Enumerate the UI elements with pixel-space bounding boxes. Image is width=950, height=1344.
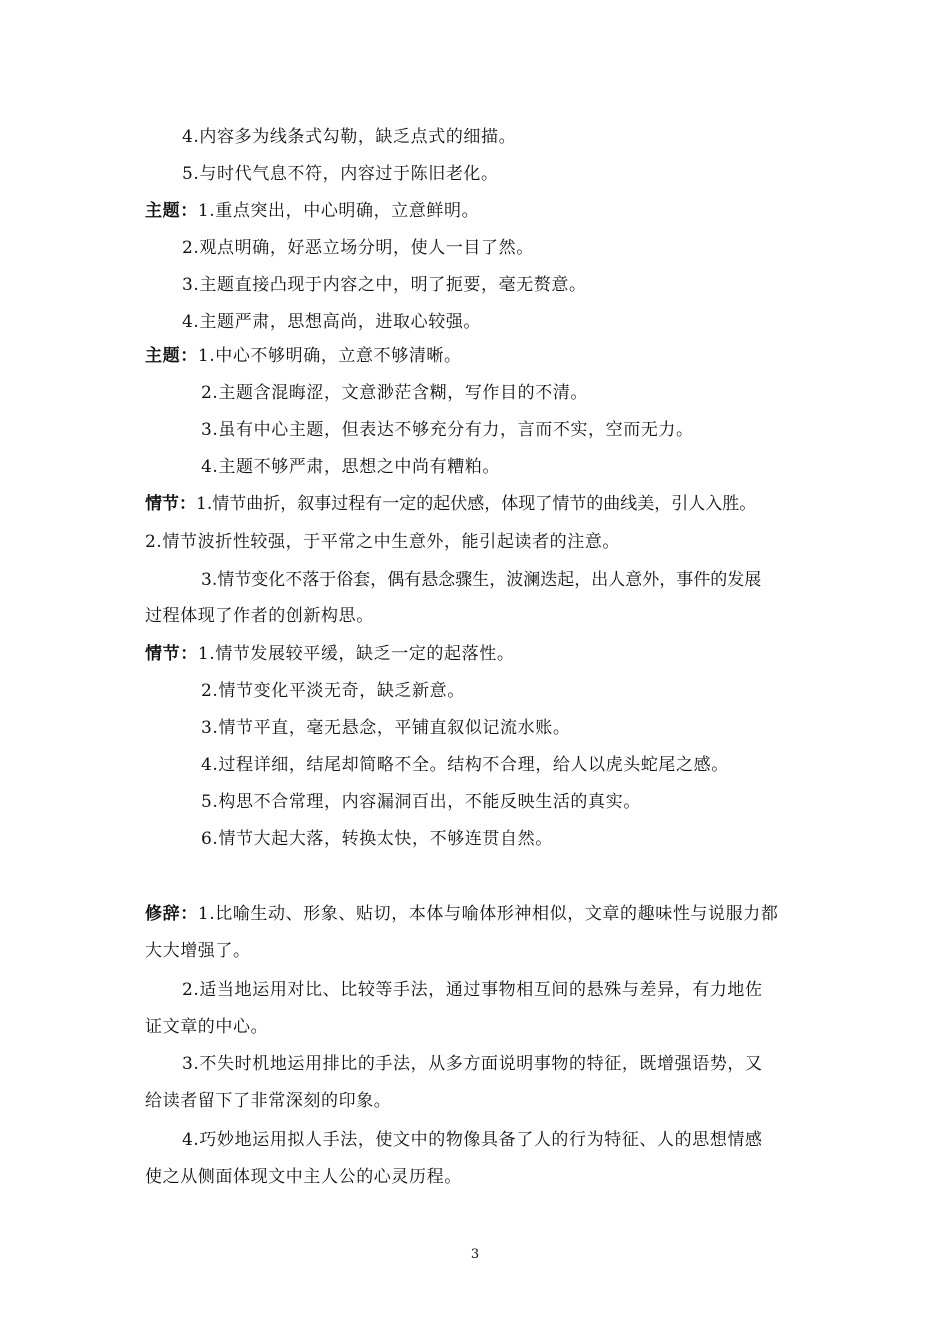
- section-heading: 情节：: [145, 494, 196, 514]
- text-line: 3.不失时机地运用排比的手法，从多方面说明事物的特征，既增强语势，又: [182, 1054, 763, 1074]
- text-line: 4.内容多为线条式勾勒，缺乏点式的细描。: [182, 127, 517, 147]
- text-line: 4.过程详细，结尾却简略不全。结构不合理，给人以虎头蛇尾之感。: [201, 755, 729, 775]
- section-heading: 修辞：: [145, 904, 198, 924]
- text-line: 1.情节曲折，叙事过程有一定的起伏感，体现了情节的曲线美，引人入胜。: [196, 494, 757, 514]
- text-line: 2.观点明确，好恶立场分明，使人一目了然。: [182, 238, 534, 258]
- text-line: 4.主题严肃，思想高尚，进取心较强。: [182, 312, 482, 332]
- text-line: 给读者留下了非常深刻的印象。: [145, 1091, 392, 1111]
- section-heading: 主题：: [145, 346, 198, 366]
- section-heading-line: [145, 903, 778, 925]
- text-line: 4.主题不够严肃，思想之中尚有糟粕。: [201, 457, 501, 477]
- text-line: 1.中心不够明确，立意不够清晰。: [197, 346, 462, 366]
- text-line: 2.主题含混晦涩，文意渺茫含糊，写作目的不清。: [201, 383, 589, 403]
- text-line: 1.比喻生动、形象、贴切，本体与喻体形神相似，文章的趣味性与说服力都: [197, 904, 779, 924]
- section-heading: 主题：: [145, 201, 198, 221]
- text-line: 2.情节波折性较强，于平常之中生意外，能引起读者的注意。: [145, 532, 621, 552]
- text-line: 使之从侧面体现文中主人公的心灵历程。: [145, 1167, 462, 1187]
- text-line: 大大增强了。: [145, 941, 251, 961]
- text-line: 2.情节变化平淡无奇，缺乏新意。: [201, 681, 465, 701]
- section-heading-line: [145, 493, 756, 515]
- text-line: 5.与时代气息不符，内容过于陈旧老化。: [182, 164, 499, 184]
- text-line: 证文章的中心。: [145, 1017, 269, 1037]
- text-line: 3.虽有中心主题，但表达不够充分有力，言而不实，空而无力。: [201, 420, 694, 440]
- section-heading: 情节：: [145, 644, 198, 664]
- text-line: 3.情节平直，毫无悬念，平铺直叙似记流水账。: [201, 718, 571, 738]
- text-line: 4.巧妙地运用拟人手法，使文中的物像具备了人的行为特征、人的思想情感: [182, 1130, 763, 1150]
- text-line: 2.适当地运用对比、比较等手法，通过事物相互间的悬殊与差异，有力地佐: [182, 980, 763, 1000]
- text-line: 1.重点突出，中心明确，立意鲜明。: [197, 201, 480, 221]
- text-line: 6.情节大起大落，转换太快，不够连贯自然。: [201, 829, 553, 849]
- text-line: 1.情节发展较平缓，缺乏一定的起落性。: [197, 644, 515, 664]
- text-line: 3.情节变化不落于俗套，偶有悬念骤生，波澜迭起，出人意外，事件的发展: [201, 570, 762, 590]
- page-number: 3: [470, 1247, 480, 1262]
- section-heading-line: [145, 200, 479, 222]
- section-heading-line: [145, 643, 514, 665]
- text-line: 过程体现了作者的创新构思。: [145, 606, 374, 626]
- section-heading-line: [145, 345, 462, 367]
- text-line: 3.主题直接凸现于内容之中，明了扼要，毫无赘意。: [182, 275, 587, 295]
- text-line: 5.构思不合常理，内容漏洞百出，不能反映生活的真实。: [201, 792, 641, 812]
